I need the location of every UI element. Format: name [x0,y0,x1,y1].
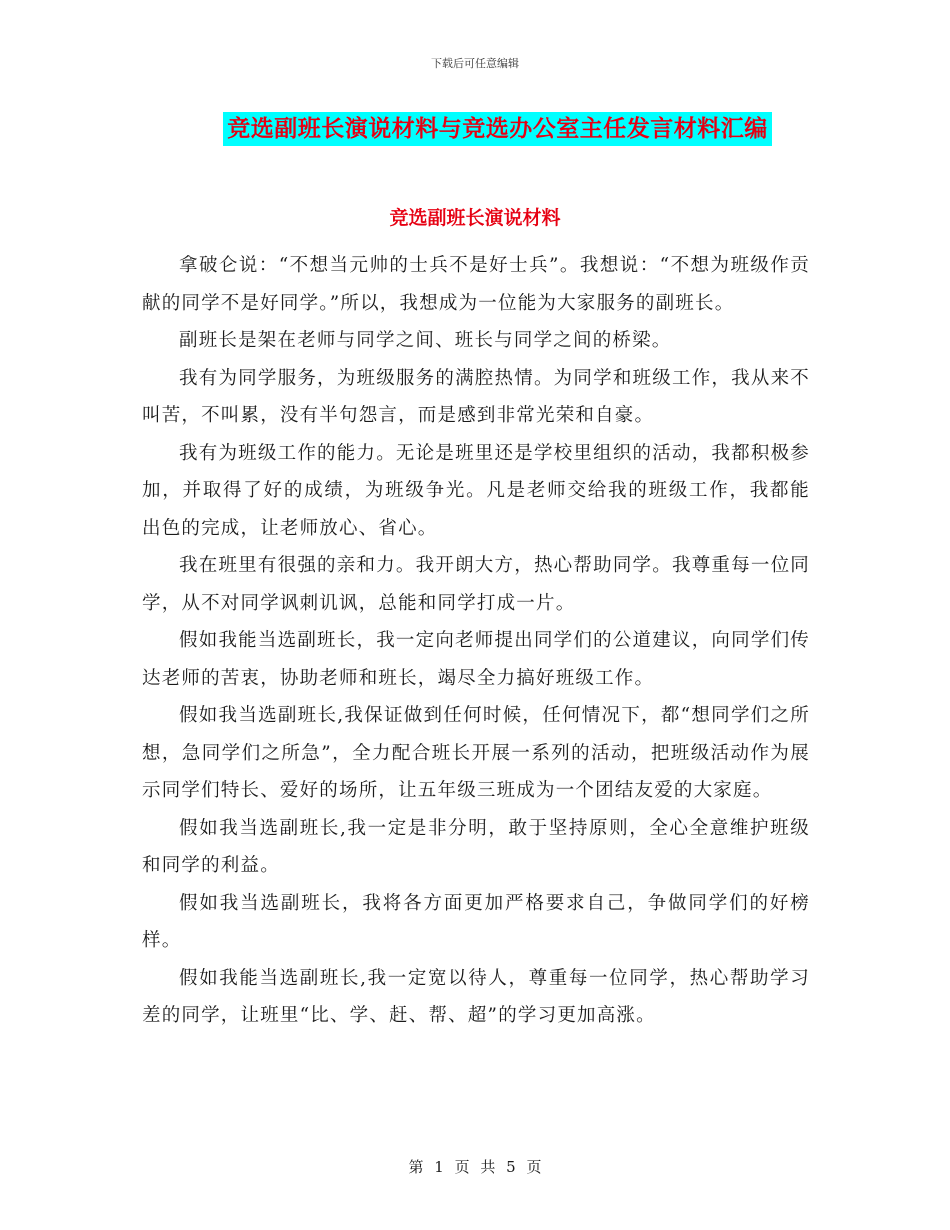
paragraph: 我在班里有很强的亲和力。我开朗大方，热心帮助同学。我尊重每一位同学，从不对同学讽刺讥讽，总能和同学打成一片。 [142,555,810,614]
paragraph: 假如我能当选副班长,我一定宽以待人，尊重每一位同学，热心帮助学习差的同学，让班里“比、学、赶、帮、超”的学习更加高涨。 [142,967,810,1026]
paragraph: 假如我当选副班长,我一定是非分明，敢于坚持原则，全心全意维护班级和同学的利益。 [142,817,810,876]
document-title: 竞选副班长演说材料与竞选办公室主任发言材料汇编 [223,112,772,146]
document-title-container [0,112,950,146]
section-title: 竞选副班长演说材料 [389,207,561,229]
paragraph: 副班长是架在老师与同学之间、班长与同学之间的桥梁。 [179,330,672,351]
page-number-footer: 第 1 页 共 5 页 [408,1158,542,1176]
paragraph: 拿破仑说：“不想当元帅的士兵不是好士兵”。我想说：“不想为班级作贡献的同学不是好同学。”所以，我想成为一位能为大家服务的副班长。 [142,255,810,314]
paragraph: 假如我当选副班长,我保证做到任何时候，任何情况下，都“想同学们之所想，急同学们之所急”，全力配合班长开展一系列的活动，把班级活动作为展示同学们特长、爱好的场所，让五年级三班成为一个团结友爱的大家庭。 [142,705,810,801]
document-body [142,247,810,1035]
paragraph: 我有为班级工作的能力。无论是班里还是学校里组织的活动，我都积极参加，并取得了好的成绩，为班级争光。凡是老师交给我的班级工作，我都能出色的完成，让老师放心、省心。 [142,442,810,539]
paragraph: 假如我当选副班长，我将各方面更加严格要求自己，争做同学们的好榜样。 [142,892,810,951]
paragraph: 我有为同学服务，为班级服务的满腔热情。为同学和班级工作，我从来不叫苦，不叫累，没有半句怨言，而是感到非常光荣和自豪。 [142,367,810,426]
header-note: 下载后可任意编辑 [431,57,519,70]
paragraph: 假如我能当选副班长，我一定向老师提出同学们的公道建议，向同学们传达老师的苦衷，协助老师和班长，竭尽全力搞好班级工作。 [142,630,810,689]
